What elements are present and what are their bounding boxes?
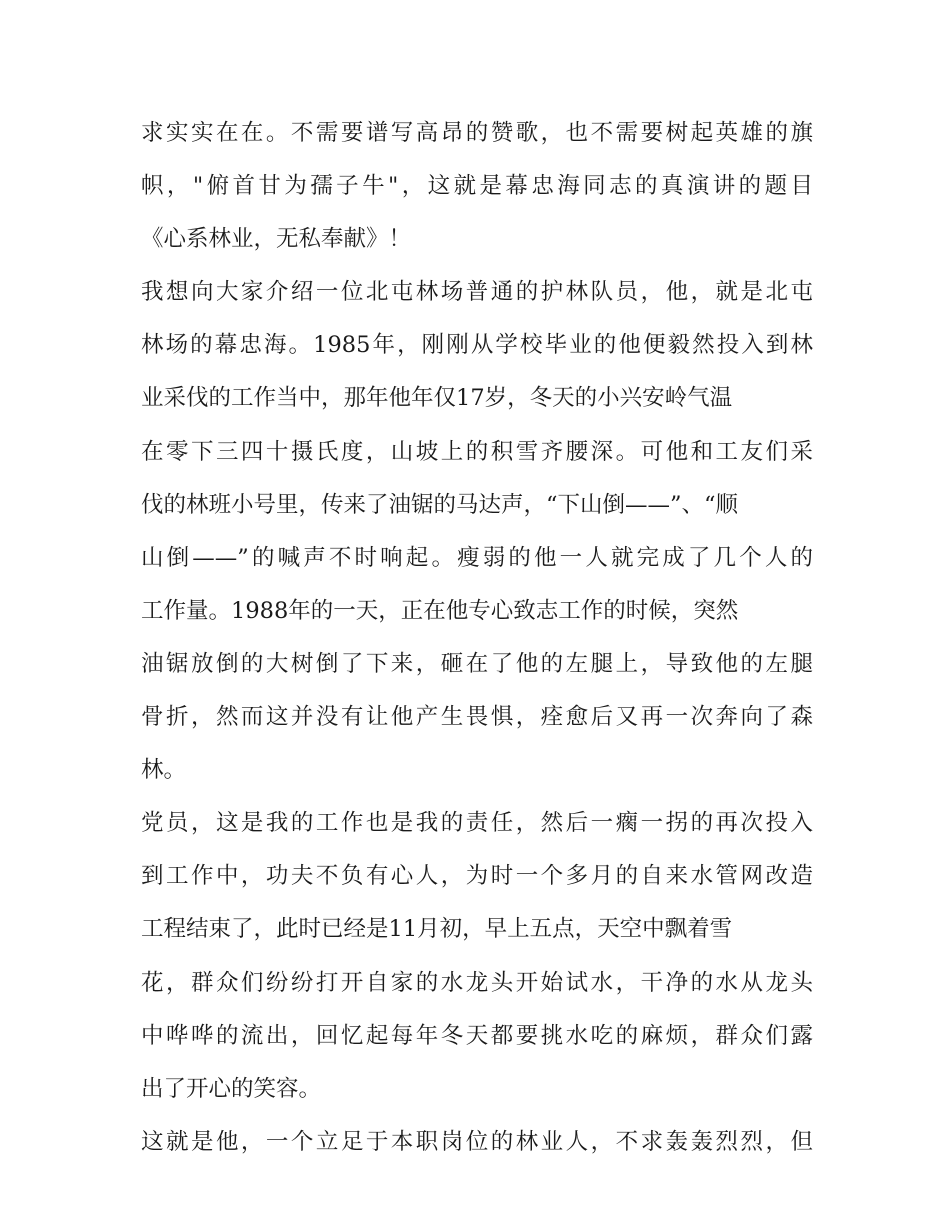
text-line: 油锯放倒的大树倒了下来，砸在了他的左腿上，导致他的左腿: [141, 650, 813, 677]
text-line: 山倒——”的喊声不时响起。瘦弱的他一人就完成了几个人的: [141, 544, 813, 571]
body-text: [141, 107, 813, 1169]
text-line: 《心系林业，无私奉献》！: [141, 226, 412, 253]
text-line: 骨折，然而这并没有让他产生畏惧，痊愈后又再一次奔向了森: [141, 704, 813, 731]
text-line: 到工作中，功夫不负有心人，为时一个多月的自来水管网改造: [141, 863, 813, 890]
text-line: 工程结束了，此时已经是11月初，早上五点，天空中飘着雪: [141, 916, 733, 943]
text-line: 党员，这是我的工作也是我的责任，然后一瘸一拐的再次投入: [141, 810, 813, 837]
text-line: 伐的林班小号里，传来了油锯的马达声，“下山倒——”、“顺: [141, 491, 739, 518]
text-line: 中哗哗的流出，回忆起每年冬天都要挑水吃的麻烦，群众们露: [141, 1022, 813, 1049]
text-line: 在零下三四十摄氏度，山坡上的积雪齐腰深。可他和工友们采: [141, 438, 813, 465]
text-line: 林场的幕忠海。1985年，刚刚从学校毕业的他便毅然投入到林: [141, 332, 813, 359]
text-line: 帜，"俯首甘为孺子牛"，这就是幕忠海同志的真演讲的题目: [141, 173, 813, 200]
text-line: 出了开心的笑容。: [141, 1075, 322, 1102]
text-line: 我想向大家介绍一位北屯林场普通的护林队员，他，就是北屯: [141, 279, 813, 306]
text-line: 求实实在在。不需要谱写高昂的赞歌，也不需要树起英雄的旗: [141, 120, 813, 146]
text-line: 花，群众们纷纷打开自家的水龙头开始试水，干净的水从龙头: [141, 969, 813, 996]
text-line: 林。: [141, 757, 187, 784]
text-line: 业采伐的工作当中，那年他年仅17岁，冬天的小兴安岭气温: [141, 385, 733, 412]
text-line: 工作量。1988年的一天，正在他专心致志工作的时候，突然: [141, 597, 739, 624]
text-line: 这就是他，一个立足于本职岗位的林业人，不求轰轰烈烈，但: [141, 1128, 813, 1155]
